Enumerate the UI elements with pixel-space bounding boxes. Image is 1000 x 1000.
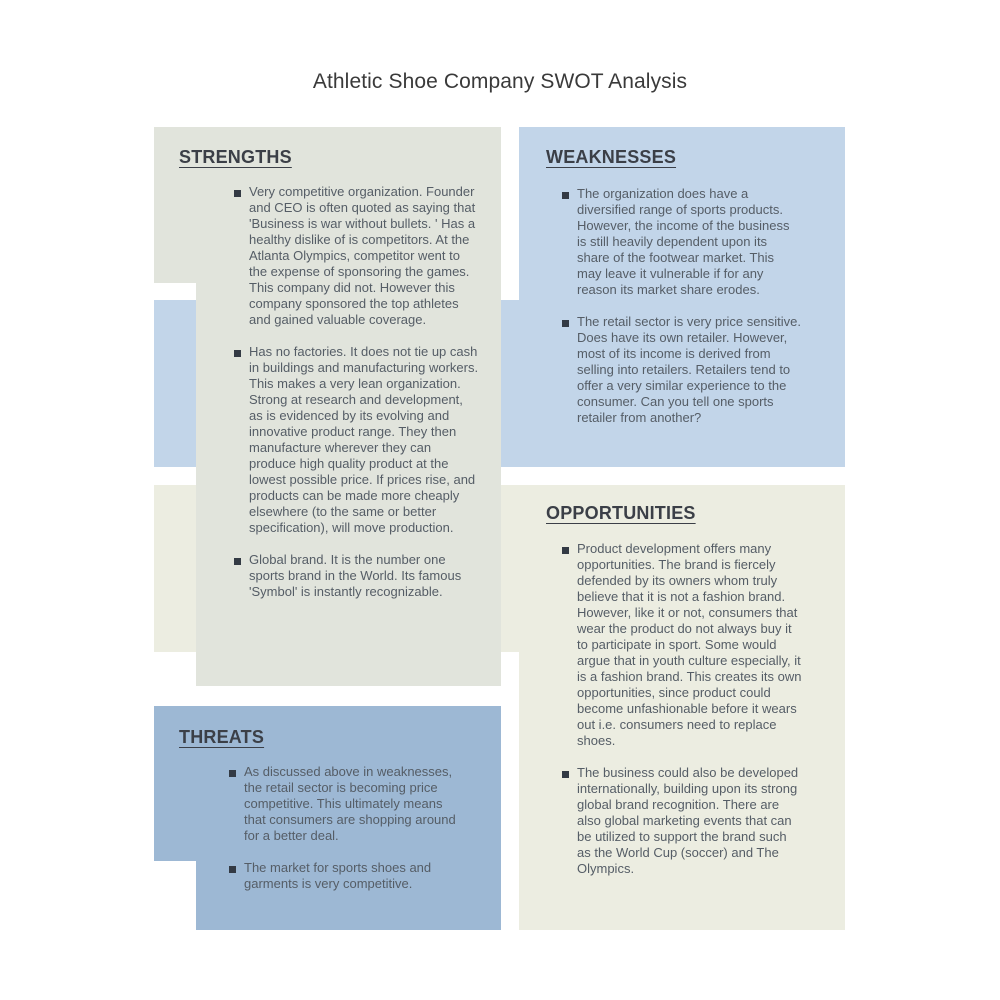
bullet-item: The market for sports shoes and garments is very competitive.: [229, 860, 459, 892]
bullet-item: Global brand. It is the number one sports brand in the World. Its famous 'Symbol' is instantly recognizable.: [234, 552, 480, 600]
bullet-item: The organization does have a diversified range of sports products. However, the income of the business is still heavily dependent upon its share of the footwear market. This may leave it vulnerable if for any reason its market share erodes.: [562, 186, 802, 298]
threats-list: [229, 764, 459, 892]
weaknesses-heading: WEAKNESSES: [546, 147, 677, 167]
opportunities-list: [562, 541, 802, 877]
strengths-heading: STRENGTHS: [179, 147, 292, 167]
strengths-list: [234, 184, 480, 600]
bullet-item: The business could also be developed internationally, building upon its strong global brand recognition. There are also global marketing events that can be utilized to support the brand such as the World Cup (soccer) and The Olympics.: [562, 765, 802, 877]
bullet-item: Has no factories. It does not tie up cash in buildings and manufacturing workers. This makes a very lean organization. Strong at research and development, as is evidenced by its evolving and innovative product range. They then manufacture wherever they can produce high quality product at the lowest possible price. If prices rise, and products can be made more cheaply elsewhere (to the same or better specification), will move production.: [234, 344, 480, 536]
bullet-item: As discussed above in weaknesses, the retail sector is becoming price competitive. This ultimately means that consumers are shopping around for a better deal.: [229, 764, 459, 844]
weaknesses-list: [562, 186, 802, 426]
opportunities-heading: OPPORTUNITIES: [546, 503, 696, 523]
diagram-title: Athletic Shoe Company SWOT Analysis: [312, 70, 688, 93]
threats-heading: THREATS: [179, 727, 265, 747]
bullet-item: Very competitive organization. Founder and CEO is often quoted as saying that 'Business is war without bullets. ' Has a healthy dislike of is competitors. At the Atlanta Olympics, competitor went to the expense of sponsoring the games. This company did not. However this company sponsored the top athletes and gained valuable coverage.: [234, 184, 480, 328]
bullet-item: The retail sector is very price sensitive. Does have its own retailer. However, most of its income is derived from selling into retailers. Retailers tend to offer a very similar experience to the consumer. Can you tell one sports retailer from another?: [562, 314, 802, 426]
bullet-item: Product development offers many opportunities. The brand is fiercely defended by its owners whom truly believe that it is not a fashion brand. However, like it or not, consumers that wear the product do not always buy it to participate in sport. Some would argue that in youth culture especially, it is a fashion brand. This creates its own opportunities, since product could become unfashionable before it wears out i.e. consumers need to replace shoes.: [562, 541, 802, 749]
